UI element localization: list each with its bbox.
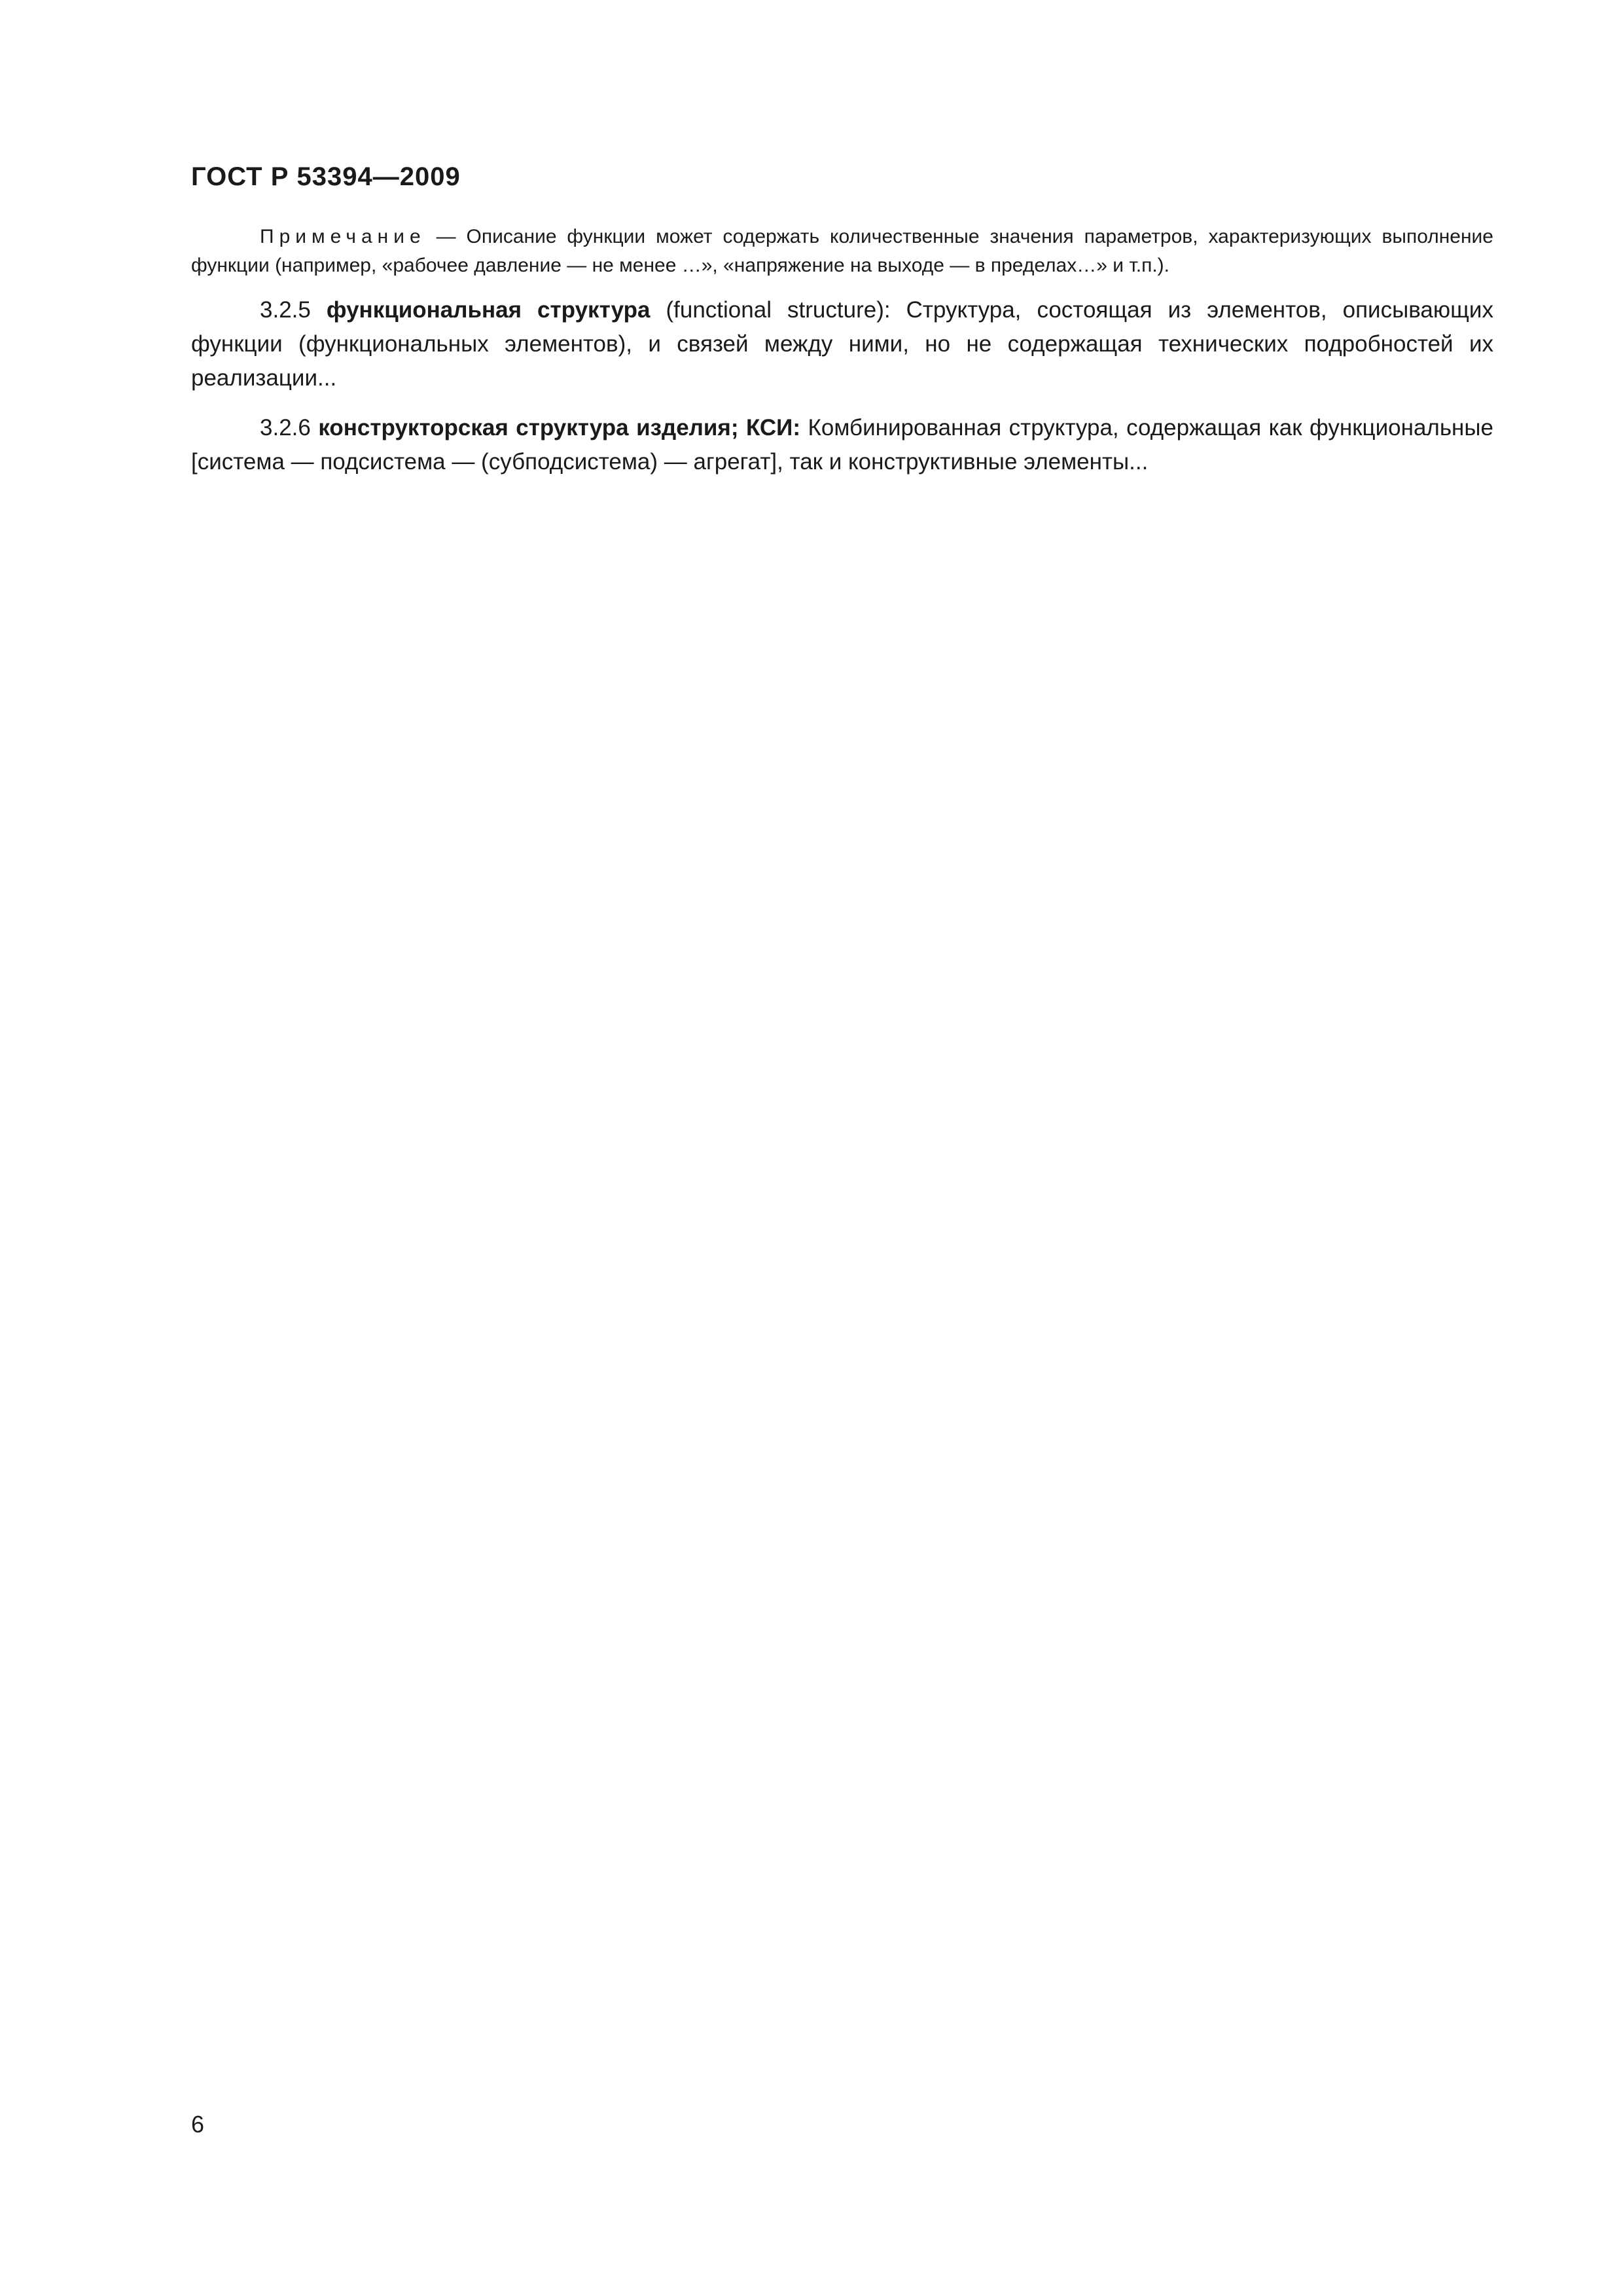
clause-number: 3.2.6 (260, 415, 311, 440)
term: конструкторская структура изделия; КСИ: (318, 415, 800, 440)
note-text: — Описание функции может содержать количественные значения параметров, характеризующих выполнение функции (например, «рабочее давление — не менее …», «напряжение на выходе — в пределах…» и т.п.). (191, 226, 1493, 276)
note-paragraph (191, 223, 1493, 280)
definition-3-2-5 (191, 293, 1493, 395)
definition-text: (functional structure): Структура, состоящая из элементов, описывающих функции (функциональных элементов), и связей между ними, но не содержащая технических подробностей их реализации... (191, 297, 1493, 391)
clause-number: 3.2.5 (260, 297, 311, 323)
page-number: 6 (191, 2111, 205, 2138)
note-label: Примечание (260, 226, 426, 247)
definition-3-2-6 (191, 411, 1493, 479)
document-body (191, 223, 1493, 495)
document-code: ГОСТ Р 53394—2009 (191, 162, 461, 191)
term: функциональная структура (326, 297, 651, 323)
definition-text: Комбинированная структура, содержащая как функциональные [система — подсистема — (субподсистема) — агрегат], так и конструктивные элементы... (191, 415, 1494, 475)
